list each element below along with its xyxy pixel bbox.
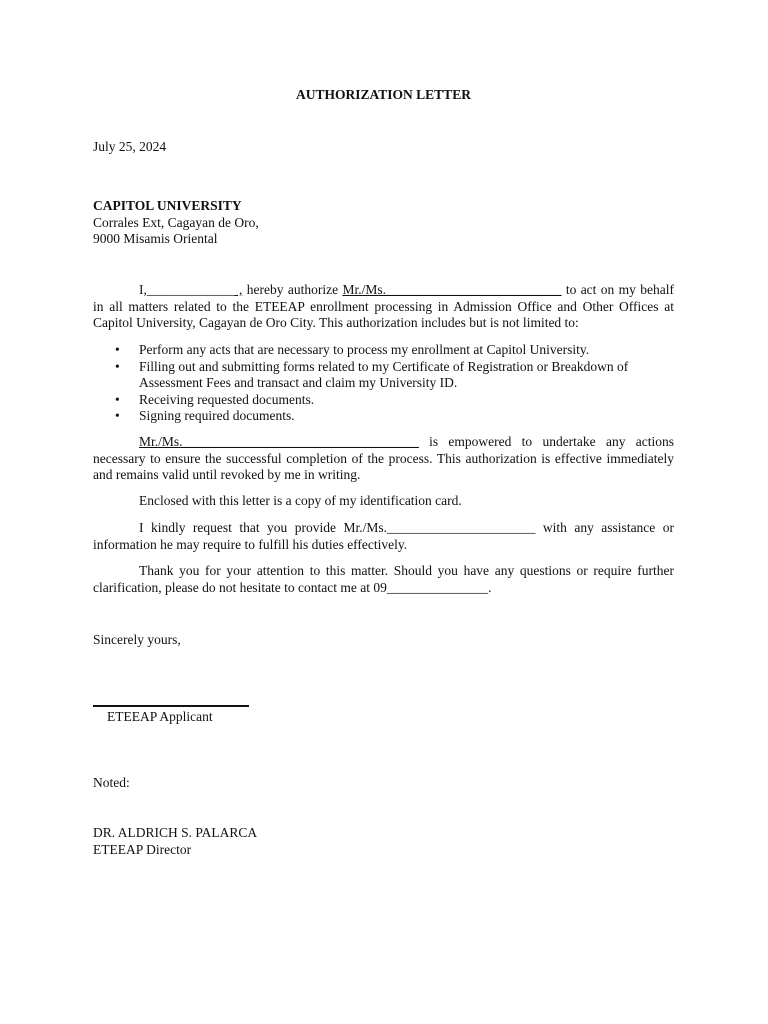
bullet-icon: • [115, 391, 120, 407]
signature-line [93, 705, 249, 707]
representative-name-blank: Mr./Ms.__________________________ [342, 282, 562, 297]
list-item: • Filling out and submitting forms related to my Certificate of Registration or Breakdown of Assessment Fees and transact and claim my University ID. [115, 358, 629, 390]
authorization-scope-text: to act on my behalf in all matters related to the ETEEAP enrollment processing in Admission Office and Other Offices at Capitol University, Cagayan de Oro City. This authorization includes but is not limited to: [93, 282, 675, 330]
list-item: • Perform any acts that are necessary to process my enrollment at Capitol University. [115, 342, 590, 357]
applicant-name-blank: I,_____________ [139, 282, 235, 297]
authorization-paragraph [93, 282, 674, 332]
address-line-1: Corrales Ext, Cagayan de Oro, [93, 214, 259, 230]
director-title: ETEEAP Director [93, 841, 192, 857]
bullet-icon: • [115, 408, 120, 423]
letter-date: July 25, 2024 [93, 139, 167, 154]
closing-salutation: Sincerely yours, [93, 632, 181, 647]
contact-paragraph: Thank you for your attention to this matter. Should you have any questions or require further clarification, please do not hesitate to contact me at 09_______________. [93, 563, 674, 595]
enclosure-paragraph: Enclosed with this letter is a copy of my identification card. [139, 493, 462, 508]
empowerment-paragraph: Mr./Ms.___________________________________ is empowered to undertake any actions necessary to ensure the successful completion of the process. This authorization is effective immediately and remains valid until revoked by me in writing. [93, 434, 674, 482]
list-item: • Receiving requested documents. [115, 391, 315, 407]
director-name: DR. ALDRICH S. PALARCA [93, 825, 258, 840]
list-item: • Signing required documents. [115, 408, 295, 423]
director-block [93, 825, 257, 858]
blank-mark: , [234, 282, 243, 297]
bullet-icon: • [115, 342, 120, 357]
letter-title: AUTHORIZATION LETTER [296, 87, 471, 102]
recipient-name: CAPITOL UNIVERSITY [93, 198, 242, 213]
representative-name-blank-2: Mr./Ms.___________________________________ [139, 434, 419, 449]
assistance-paragraph: I kindly request that you provide Mr./Ms.______________________ with any assistance or information he may require to fulfill his duties effectively. [93, 520, 674, 552]
authorized-acts-list [93, 342, 674, 425]
recipient-address [93, 198, 259, 248]
bullet-icon: • [115, 358, 120, 374]
authorize-text: hereby authorize [242, 282, 343, 297]
signature-role: ETEEAP Applicant [107, 709, 213, 724]
noted-label: Noted: [93, 775, 130, 790]
address-line-2: 9000 Misamis Oriental [93, 231, 218, 246]
